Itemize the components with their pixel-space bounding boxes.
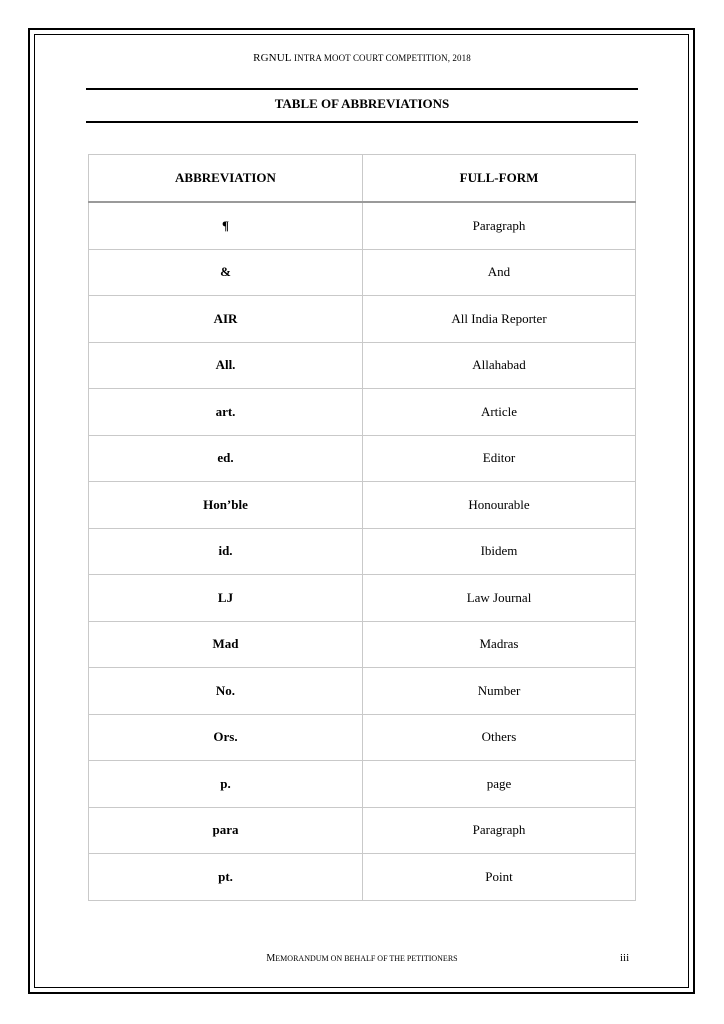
abbreviation-cell: Ors. bbox=[89, 714, 363, 761]
abbreviation-cell: art. bbox=[89, 389, 363, 436]
table-row bbox=[89, 621, 636, 668]
full-form-cell: Point bbox=[363, 854, 636, 901]
column-header-full-form: FULL-FORM bbox=[363, 155, 636, 203]
abbreviation-cell: All. bbox=[89, 342, 363, 389]
table-row bbox=[89, 435, 636, 482]
abbreviation-cell: Hon’ble bbox=[89, 482, 363, 529]
full-form-cell: Others bbox=[363, 714, 636, 761]
abbreviation-cell: Mad bbox=[89, 621, 363, 668]
table-row bbox=[89, 482, 636, 529]
table-row bbox=[89, 342, 636, 389]
title-rule-top bbox=[86, 88, 638, 90]
page-number: iii bbox=[620, 952, 630, 964]
abbreviation-cell: p. bbox=[89, 761, 363, 808]
abbreviation-cell: para bbox=[89, 807, 363, 854]
full-form-cell: All India Reporter bbox=[363, 296, 636, 343]
full-form-cell: page bbox=[363, 761, 636, 808]
running-header bbox=[0, 52, 724, 64]
full-form-cell: Editor bbox=[363, 435, 636, 482]
table-header-row bbox=[89, 155, 636, 203]
page-title: TABLE OF ABBREVIATIONS bbox=[274, 96, 450, 111]
abbreviation-cell: ed. bbox=[89, 435, 363, 482]
footer-rest: EMORANDUM ON BEHALF OF THE PETITIONERS bbox=[275, 954, 458, 963]
running-footer bbox=[0, 953, 724, 964]
footer-lead: M bbox=[266, 953, 276, 964]
table-row bbox=[89, 668, 636, 715]
abbreviation-cell: id. bbox=[89, 528, 363, 575]
full-form-cell: Paragraph bbox=[363, 807, 636, 854]
table-row bbox=[89, 854, 636, 901]
full-form-cell: Allahabad bbox=[363, 342, 636, 389]
full-form-cell: Paragraph bbox=[363, 202, 636, 249]
table-row bbox=[89, 389, 636, 436]
abbreviation-cell: No. bbox=[89, 668, 363, 715]
full-form-cell: Ibidem bbox=[363, 528, 636, 575]
table-row bbox=[89, 575, 636, 622]
abbreviation-cell: LJ bbox=[89, 575, 363, 622]
full-form-cell: Madras bbox=[363, 621, 636, 668]
table-row bbox=[89, 807, 636, 854]
abbreviation-cell: ¶ bbox=[89, 202, 363, 249]
title-rule-bottom bbox=[86, 121, 638, 123]
header-lead: RGNUL bbox=[253, 52, 292, 64]
abbreviation-cell: & bbox=[89, 249, 363, 296]
full-form-cell: Number bbox=[363, 668, 636, 715]
table-row bbox=[89, 202, 636, 249]
full-form-cell: Honourable bbox=[363, 482, 636, 529]
table-row bbox=[89, 714, 636, 761]
full-form-cell: Article bbox=[363, 389, 636, 436]
abbreviation-cell: pt. bbox=[89, 854, 363, 901]
header-rest: INTRA MOOT COURT COMPETITION, 2018 bbox=[294, 53, 471, 63]
table-row bbox=[89, 296, 636, 343]
abbreviations-table bbox=[88, 154, 636, 901]
table-row bbox=[89, 761, 636, 808]
abbreviation-cell: AIR bbox=[89, 296, 363, 343]
full-form-cell: Law Journal bbox=[363, 575, 636, 622]
table-row bbox=[89, 528, 636, 575]
column-header-abbreviation: ABBREVIATION bbox=[89, 155, 363, 203]
table-row bbox=[89, 249, 636, 296]
full-form-cell: And bbox=[363, 249, 636, 296]
